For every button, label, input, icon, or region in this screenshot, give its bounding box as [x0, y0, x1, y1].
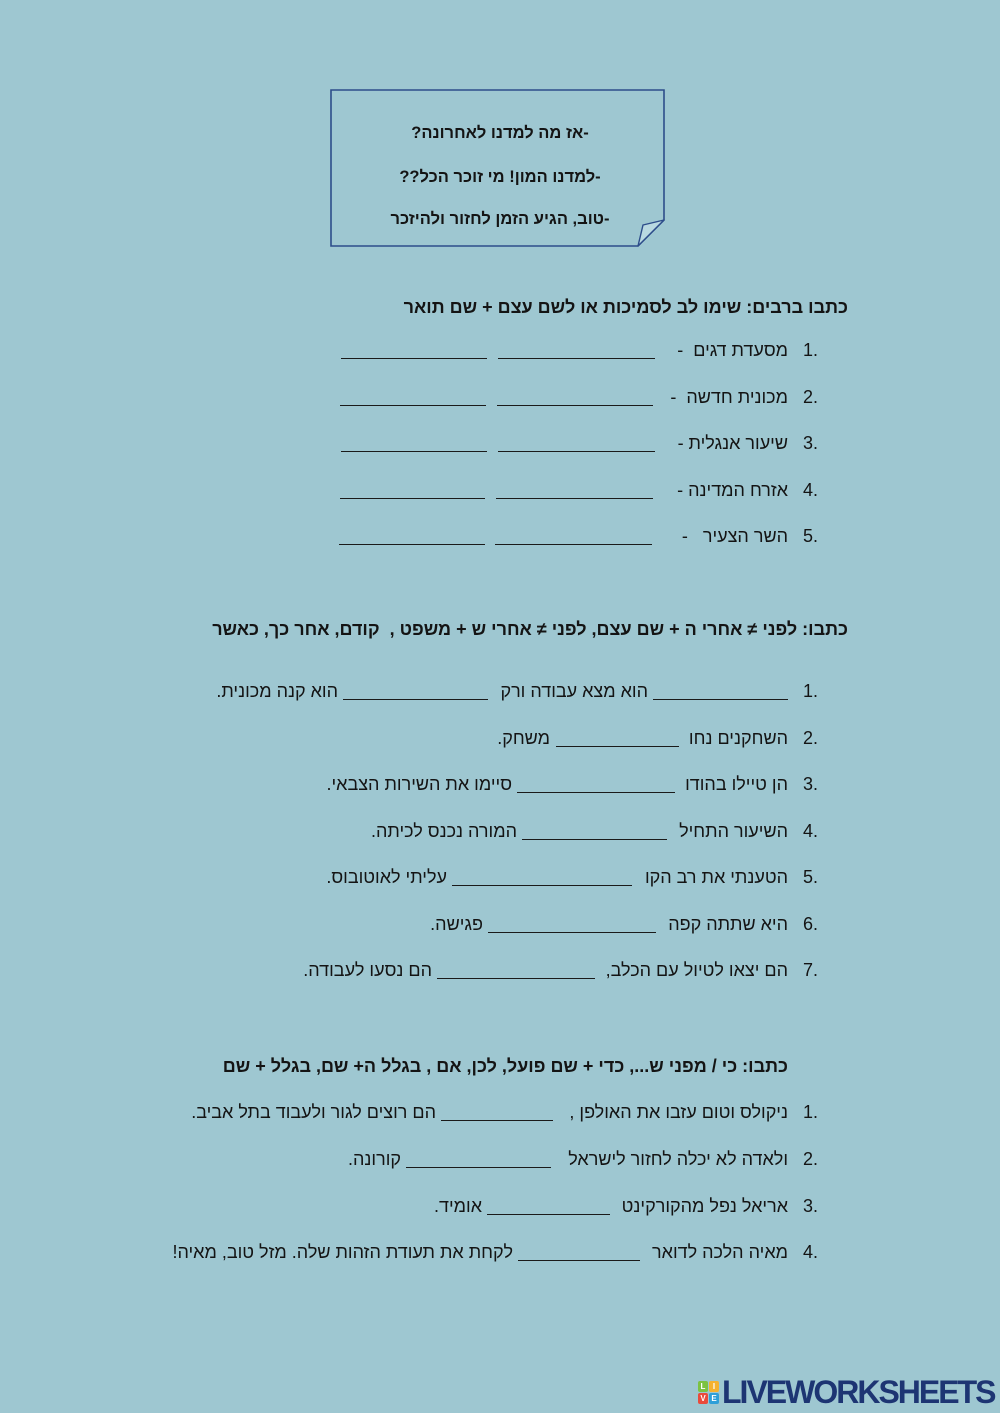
answer-blank[interactable]	[441, 1100, 553, 1121]
sentence-part-1: הן טיילו בהודו	[685, 774, 788, 794]
item-phrase: אזרח המדינה -	[677, 480, 788, 500]
logo-tile-v: V	[698, 1393, 708, 1404]
item-number: 1.	[802, 1102, 818, 1122]
answer-blank-1[interactable]	[498, 338, 655, 359]
answer-blank-2[interactable]	[340, 478, 485, 499]
sentence-part-1: ולאדה לא יכלה לחזור לישראל	[568, 1149, 788, 1169]
section-3-item	[0, 1147, 1000, 1171]
logo-tile-l: L	[698, 1381, 708, 1392]
answer-blank-1[interactable]	[653, 679, 788, 700]
liveworksheets-logo[interactable]	[698, 1374, 996, 1410]
section-3-item	[0, 1240, 1000, 1264]
sentence-part-2: הם רוצים לגור ולעבוד בתל אביב.	[191, 1102, 436, 1122]
answer-blank-2[interactable]	[339, 524, 485, 545]
answer-blank[interactable]	[518, 1240, 640, 1261]
sentence-part-1: השיעור התחיל	[679, 821, 788, 841]
item-number: 5.	[802, 526, 818, 546]
section-2-item	[0, 819, 1000, 843]
section-1-heading: כתבו ברבים: שימו לב לסמיכות או לשם עצם + שם תואר	[403, 297, 848, 317]
section-2-item	[0, 912, 1000, 936]
sentence-part-2: אומיד.	[434, 1196, 482, 1216]
answer-blank[interactable]	[517, 772, 675, 793]
sentence-part-2: קורונה.	[348, 1149, 401, 1169]
item-number: 3.	[802, 433, 818, 453]
item-number: 5.	[802, 867, 818, 887]
item-number: 2.	[802, 1149, 818, 1169]
item-number: 1.	[802, 340, 818, 360]
answer-blank-2[interactable]	[340, 385, 486, 406]
sentence-part-1: הוא מצא עבודה ורק	[500, 681, 648, 701]
answer-blank[interactable]	[406, 1147, 551, 1168]
item-number: 7.	[802, 960, 818, 980]
section-2-item	[0, 958, 1000, 982]
section-2-heading: כתבו: לפני ≠ אחרי ה + שם עצם, לפני ≠ אחרי ש + משפט , קודם, אחר כך, כאשר	[212, 619, 848, 639]
answer-blank-2[interactable]	[343, 679, 488, 700]
sentence-part-2: הם נסעו לעבודה.	[303, 960, 432, 980]
section-2-item	[0, 679, 1000, 703]
section-2-item	[0, 726, 1000, 750]
section-2-item	[0, 772, 1000, 796]
sentence-part-1: היא שתתה קפה	[668, 914, 788, 934]
answer-blank[interactable]	[522, 819, 667, 840]
dialog-line-3: -טוב, הגיע הזמן לחזור ולהיזכר	[390, 210, 610, 228]
item-phrase: השר הצעיר -	[681, 526, 788, 546]
sentence-part-2: משחק.	[497, 728, 550, 748]
sentence-part-2: עליתי לאוטובוס.	[326, 867, 447, 887]
item-number: 4.	[802, 821, 818, 841]
intro-dialog-box	[329, 88, 667, 248]
logo-wordmark: LIVEWORKSHEETS	[722, 1374, 995, 1410]
answer-blank[interactable]	[488, 912, 656, 933]
answer-blank-2[interactable]	[341, 431, 487, 452]
sentence-part-1: השחקנים נחו	[688, 728, 788, 748]
item-phrase: שיעור אנגלית -	[677, 433, 788, 453]
item-phrase: מסעדת דגים -	[677, 340, 788, 360]
sentence-part-1: הם יצאו לטיול עם הכלב,	[605, 960, 788, 980]
item-number: 6.	[802, 914, 818, 934]
section-1-item	[0, 478, 1000, 502]
section-3-item	[0, 1194, 1000, 1218]
logo-tile-e: E	[709, 1393, 719, 1404]
answer-blank-1[interactable]	[495, 524, 652, 545]
item-number: 3.	[802, 774, 818, 794]
sentence-part-2: הוא קנה מכונית.	[216, 681, 338, 701]
answer-blank-1[interactable]	[496, 478, 653, 499]
sentence-part-2: לקחת את תעודת הזהות שלה. מזל טוב, מאיה!	[172, 1242, 513, 1262]
section-1-item	[0, 524, 1000, 548]
answer-blank-2[interactable]	[341, 338, 487, 359]
section-3-item	[0, 1100, 1000, 1124]
answer-blank[interactable]	[487, 1194, 610, 1215]
answer-blank-1[interactable]	[498, 431, 655, 452]
logo-tile-i: I	[709, 1381, 719, 1392]
item-number: 4.	[802, 1242, 818, 1262]
answer-blank[interactable]	[437, 958, 595, 979]
answer-blank[interactable]	[556, 726, 679, 747]
item-number: 4.	[802, 480, 818, 500]
answer-blank[interactable]	[452, 865, 632, 886]
sentence-part-1: מאיה הלכה לדואר	[652, 1242, 788, 1262]
sentence-part-1: ניקולס וטום עזבו את האולפן ,	[569, 1102, 788, 1122]
section-1-item	[0, 385, 1000, 409]
item-number: 3.	[802, 1196, 818, 1216]
section-3-heading: כתבו: כי / מפני ש..., כדי + שם פועל, לכן, אם , בגלל ה+ שם, בגלל + שם	[222, 1056, 788, 1076]
section-2-item	[0, 865, 1000, 889]
sentence-part-1: הטענתי את רב הקו	[644, 867, 788, 887]
sentence-part-2: סיימו את השירות הצבאי.	[326, 774, 512, 794]
section-1-item	[0, 431, 1000, 455]
sentence-part-1: אריאל נפל מהקורקינט	[621, 1196, 788, 1216]
section-1-item	[0, 338, 1000, 362]
dialog-line-2: -למדנו המון! מי זוכר הכל??	[399, 168, 601, 186]
sentence-part-2: המורה נכנס לכיתה.	[371, 821, 517, 841]
sentence-part-2: פגישה.	[430, 914, 483, 934]
item-number: 2.	[802, 387, 818, 407]
item-number: 2.	[802, 728, 818, 748]
answer-blank-1[interactable]	[497, 385, 653, 406]
dialog-line-1: -אז מה למדנו לאחרונה?	[411, 124, 589, 142]
liveworksheets-logo-icon	[698, 1381, 719, 1404]
item-number: 1.	[802, 681, 818, 701]
item-phrase: מכונית חדשה -	[670, 387, 788, 407]
